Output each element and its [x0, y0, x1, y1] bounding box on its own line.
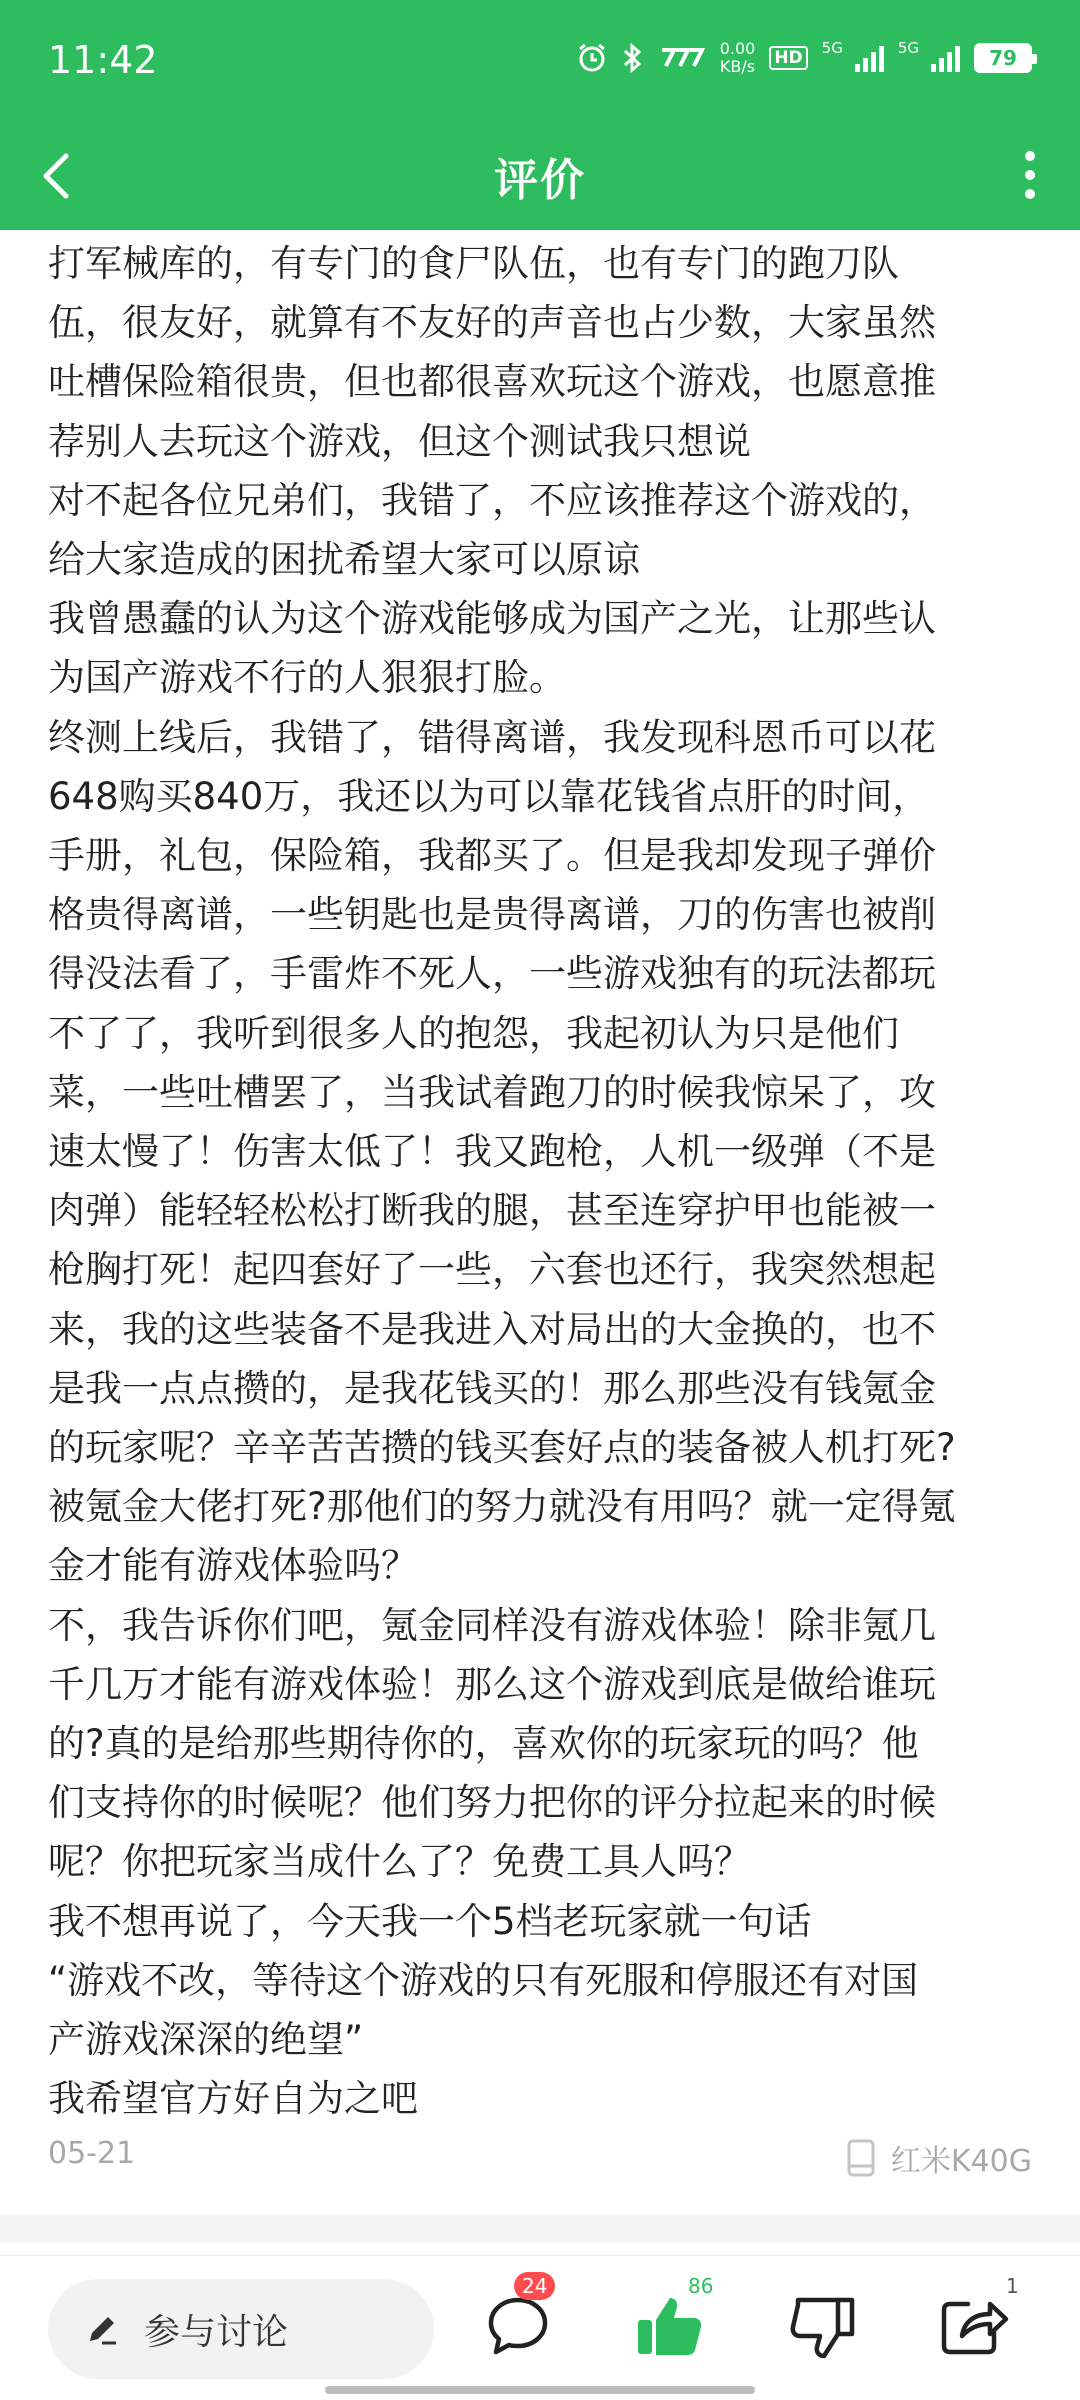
join-discussion-button[interactable] — [48, 2279, 434, 2379]
like-count: 86 — [688, 2274, 714, 2298]
review-text-line: 的?真的是给那些期待你的，喜欢你的玩家玩的吗？他 — [48, 1722, 919, 1766]
review-text-line: 打军械库的，有专门的食尸队伍，也有专门的跑刀队 — [48, 242, 899, 285]
signal-1-label: 5G — [821, 39, 843, 57]
status-time: 11:42 — [48, 38, 158, 82]
nav-bar — [0, 124, 1080, 230]
hd-badge: HD — [769, 46, 807, 70]
device-name: 红米K40G — [890, 2144, 1032, 2179]
review-text-line: 千几万才能有游戏体验！那么这个游戏到底是做给谁玩 — [48, 1662, 936, 1706]
join-discussion-label: 参与讨论 — [144, 2311, 289, 2353]
review-text-line: 呢？你把玩家当成什么了？免费工具人吗？ — [48, 1840, 751, 1884]
review-text-line: 被氪金大佬打死?那他们的努力就没有用吗？就一定得氪 — [48, 1485, 956, 1529]
share-icon — [932, 2286, 1012, 2366]
review-text-line: 终测上线后，我错了，错得离谱，我发现科恩币可以花 — [48, 715, 936, 759]
review-text-line: 不，我告诉你们吧，氪金同样没有游戏体验！除非氪几 — [48, 1603, 936, 1647]
review-text-line: 给大家造成的困扰希望大家可以原谅 — [48, 538, 640, 582]
review-text-line: 肉弹）能轻轻松松打断我的腿，甚至连穿护甲也能被一 — [48, 1189, 936, 1233]
share-count: 1 — [1006, 2274, 1019, 2298]
signal-1-icon — [855, 44, 884, 72]
home-indicator — [325, 2386, 755, 2394]
review-text-line: 我不想再说了，今天我一个5档老玩家就一句话 — [48, 1899, 812, 1943]
review-body — [48, 234, 1038, 2129]
page-title: 评价 — [494, 155, 586, 206]
alarm-icon — [576, 42, 608, 74]
section-divider — [0, 2215, 1080, 2243]
phone-icon — [847, 2139, 875, 2177]
review-text-line: 的玩家呢？辛辛苦苦攒的钱买套好点的装备被人机打死? — [48, 1426, 956, 1470]
review-text-line: 格贵得离谱，一些钥匙也是贵得离谱，刀的伤害也被削 — [48, 893, 936, 937]
review-text-line: 枪胸打死！起四套好了一些，六套也还行，我突然想起 — [48, 1248, 936, 1292]
status-bar — [0, 0, 1080, 124]
more-options-icon[interactable] — [1000, 142, 1060, 208]
review-text-line: 荐别人去玩这个游戏，但这个测试我只想说 — [48, 419, 751, 463]
review-text-line: 金才能有游戏体验吗？ — [48, 1544, 418, 1588]
status-icons — [576, 40, 1032, 76]
review-meta — [48, 2130, 1032, 2180]
network-speed-unit: KB/s — [719, 57, 756, 76]
review-text-line: 648购买840万，我还以为可以靠花钱省点肝的时间， — [48, 774, 930, 818]
network-speed — [720, 40, 756, 76]
review-text-line: 菜，一些吐槽罢了，当我试着跑刀的时候我惊呆了，攻 — [48, 1070, 936, 1114]
review-text-line: 是我一点点攒的，是我花钱买的！那么那些没有钱氪金 — [48, 1366, 936, 1410]
comment-button[interactable] — [478, 2274, 558, 2366]
thumbs-up-icon — [632, 2286, 712, 2366]
review-text-line: 为国产游戏不行的人狠狠打脸。 — [48, 656, 566, 700]
thumbs-down-icon — [786, 2286, 866, 2366]
like-button[interactable] — [632, 2274, 714, 2366]
pencil-icon — [82, 2309, 122, 2349]
review-text-line: 不了了，我听到很多人的抱怨，我起初认为只是他们 — [48, 1011, 899, 1055]
battery-icon: 79 — [974, 43, 1032, 73]
review-text-line: “游戏不改，等待这个游戏的只有死服和停服还有对国 — [48, 1958, 919, 2002]
header-bar — [0, 0, 1080, 230]
comment-count-badge: 24 — [514, 2272, 555, 2300]
signal-2-label: 5G — [897, 39, 919, 57]
review-text-line: 来，我的这些装备不是我进入对局出的大金换的，也不 — [48, 1307, 936, 1351]
review-text-line: 伍，很友好，就算有不友好的声音也占少数，大家虽然 — [48, 301, 936, 345]
bottom-action-bar — [0, 2255, 1080, 2400]
share-button[interactable] — [932, 2274, 1019, 2366]
review-text-line: 吐槽保险箱很贵，但也都很喜欢玩这个游戏，也愿意推 — [48, 360, 936, 404]
review-text-line: 得没法看了，手雷炸不死人，一些游戏独有的玩法都玩 — [48, 952, 936, 996]
dislike-button[interactable] — [786, 2286, 866, 2366]
review-text-line: 我希望官方好自为之吧 — [48, 2077, 418, 2121]
review-text-line: 我曾愚蠢的认为这个游戏能够成为国产之光，让那些认 — [48, 597, 936, 641]
review-text-line: 产游戏深深的绝望” — [48, 2018, 364, 2062]
bluetooth-icon — [622, 42, 644, 74]
review-text-line: 手册，礼包，保险箱，我都买了。但是我却发现子弹价 — [48, 834, 936, 878]
nfc-icon — [658, 46, 706, 70]
review-device — [847, 2136, 1032, 2180]
review-text-line: 速太慢了！伤害太低了！我又跑枪，人机一级弹（不是 — [48, 1130, 936, 1174]
signal-2-icon — [931, 44, 960, 72]
review-text-line: 对不起各位兄弟们，我错了，不应该推荐这个游戏的， — [48, 478, 936, 522]
review-date: 05-21 — [48, 2136, 136, 2171]
review-text-line: 们支持你的时候呢？他们努力把你的评分拉起来的时候 — [48, 1781, 936, 1825]
network-speed-value: 0.00 — [719, 39, 756, 58]
